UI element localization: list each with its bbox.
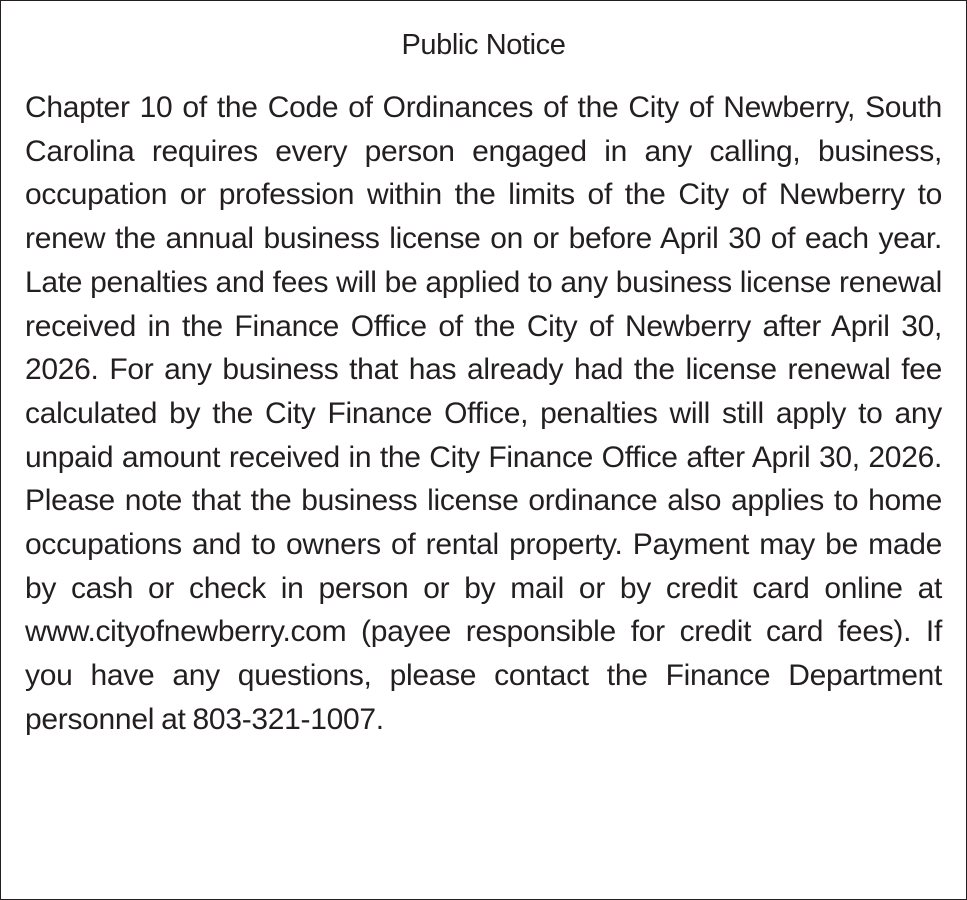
notice-body: Chapter 10 of the Code of Ordinances of the City of Newberry, South Carolina requires every person engaged in any calling, business, occupation or profession within the limits of the City of Newberry to renew the annual business license on or before April 30 of each year. Late penalties and fees will be applied to any business license renewal received in the Finance Office of the City of Newberry after April 30, 2026. For any business that has already had the license renewal fee calculated by the City Finance Office, penalties will still apply to any unpaid amount received in the City Finance Office after April 30, 2026. Please note that the business license ordinance also applies to home occupations and to owners of rental property. Payment may be made by cash or check in person or by mail or by credit card online at www.cityofnewberry.com (payee responsible for credit card fees). If you have any questions, please contact the Finance Department personnel at 803-321-1007. xyxy=(25,91,942,736)
notice-title: Public Notice xyxy=(401,29,566,61)
